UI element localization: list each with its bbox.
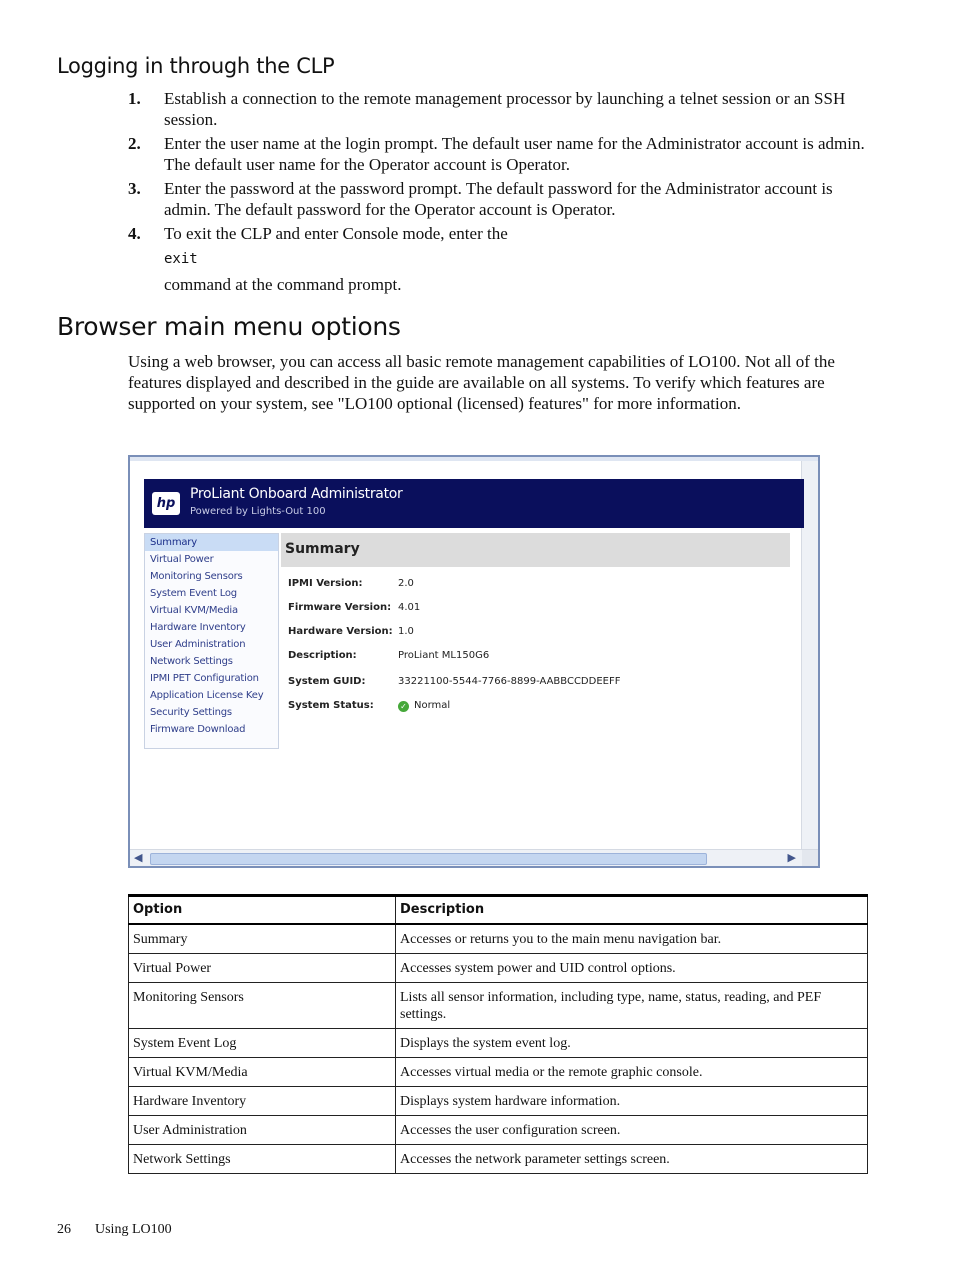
nav-item-monitoring-sensors[interactable]: Monitoring Sensors	[150, 571, 243, 582]
option-cell: Virtual Power	[129, 954, 396, 983]
nav-item-ipmi-pet-configuration[interactable]: IPMI PET Configuration	[150, 673, 259, 684]
horizontal-scrollbar[interactable]	[130, 849, 818, 866]
table-row	[129, 1058, 868, 1087]
step-item	[128, 133, 873, 175]
footer-section-title: Using LO100	[95, 1222, 172, 1237]
step-text: Establish a connection to the remote management processor by launching a telnet session or an SSH session.	[164, 89, 846, 129]
step-number: 4.	[128, 224, 141, 243]
scrollbar-thumb[interactable]	[150, 853, 707, 865]
field-label: Hardware Version:	[288, 626, 393, 637]
page-footer	[57, 1222, 196, 1238]
status-text: Normal	[414, 700, 451, 711]
table-row	[129, 983, 868, 1029]
summary-title: Summary	[285, 541, 360, 557]
table-row	[129, 1116, 868, 1145]
intro-paragraph: Using a web browser, you can access all basic remote management capabilities of LO100. Not all of the features displayed and described in the guide are available on all systems. To verify which features are supported on your system, see "LO100 optional (licensed) features" for more information.	[128, 352, 835, 413]
nav-item-security-settings[interactable]: Security Settings	[150, 707, 232, 718]
step-item	[128, 223, 873, 295]
table-row	[129, 954, 868, 983]
field-label: System Status:	[288, 700, 374, 711]
description-cell: Lists all sensor information, including type, name, status, reading, and PEF settings.	[396, 983, 868, 1029]
scrollbar-corner	[802, 850, 818, 866]
step-item	[128, 88, 873, 130]
step-number: 2.	[128, 134, 141, 153]
nav-item-application-license-key[interactable]: Application License Key	[150, 690, 264, 701]
field-label: System GUID:	[288, 676, 366, 687]
field-label: Description:	[288, 650, 357, 661]
nav-item-hardware-inventory[interactable]: Hardware Inventory	[150, 622, 246, 633]
step-text-after: command at the command prompt.	[164, 275, 402, 294]
app-title: ProLiant Onboard Administrator	[190, 486, 403, 502]
description-cell: Accesses the user configuration screen.	[396, 1116, 868, 1145]
field-value-status	[398, 700, 450, 712]
description-cell: Displays the system event log.	[396, 1029, 868, 1058]
scroll-right-arrow-icon[interactable]: ▶	[787, 851, 796, 864]
description-cell: Accesses or returns you to the main menu navigation bar.	[396, 924, 868, 954]
option-cell: System Event Log	[129, 1029, 396, 1058]
lo100-screenshot	[128, 455, 820, 868]
table-row	[129, 1145, 868, 1174]
nav-item-firmware-download[interactable]: Firmware Download	[150, 724, 246, 735]
step-item	[128, 178, 873, 220]
nav-item-user-administration[interactable]: User Administration	[150, 639, 246, 650]
nav-menu	[144, 533, 279, 749]
table-row	[129, 924, 868, 954]
field-value: 2.0	[398, 578, 414, 589]
field-value: 33221100-5544-7766-8899-AABBCCDDEEFF	[398, 676, 621, 687]
description-cell: Displays system hardware information.	[396, 1087, 868, 1116]
clp-steps-list	[128, 88, 873, 298]
field-label: IPMI Version:	[288, 578, 363, 589]
option-cell: Summary	[129, 924, 396, 954]
step-number: 1.	[128, 89, 141, 108]
step-text: Enter the password at the password prompt. The default password for the Administrator account is admin. The default password for the Operator account is Operator.	[164, 179, 833, 219]
app-subtitle: Powered by Lights-Out 100	[190, 506, 326, 517]
hp-logo-icon: hp	[152, 492, 180, 515]
column-header-description: Description	[396, 896, 868, 925]
table-header-row	[129, 896, 868, 925]
table-row	[129, 1029, 868, 1058]
summary-header	[281, 533, 790, 567]
section-heading-clp: Logging in through the CLP	[57, 54, 335, 78]
field-value: 1.0	[398, 626, 414, 637]
page-number: 26	[57, 1222, 71, 1237]
nav-item-network-settings[interactable]: Network Settings	[150, 656, 233, 667]
status-ok-icon: ✓	[398, 701, 409, 712]
option-cell: User Administration	[129, 1116, 396, 1145]
field-value: 4.01	[398, 602, 421, 613]
menu-options-table	[128, 894, 868, 1174]
option-cell: Virtual KVM/Media	[129, 1058, 396, 1087]
option-cell: Network Settings	[129, 1145, 396, 1174]
command-code: exit	[164, 251, 198, 267]
section-heading-browser: Browser main menu options	[57, 312, 401, 341]
nav-item-system-event-log[interactable]: System Event Log	[150, 588, 237, 599]
field-value: ProLiant ML150G6	[398, 650, 490, 661]
scroll-left-arrow-icon[interactable]: ◀	[134, 851, 143, 864]
option-cell: Hardware Inventory	[129, 1087, 396, 1116]
description-cell: Accesses virtual media or the remote graphic console.	[396, 1058, 868, 1087]
table-row	[129, 1087, 868, 1116]
description-cell: Accesses system power and UID control options.	[396, 954, 868, 983]
column-header-option: Option	[129, 896, 396, 925]
nav-item-virtual-kvm-media[interactable]: Virtual KVM/Media	[150, 605, 238, 616]
step-text: Enter the user name at the login prompt. The default user name for the Administrator account is admin. The default user name for the Operator account is Operator.	[164, 134, 865, 174]
step-number: 3.	[128, 179, 141, 198]
window-top-edge	[130, 457, 818, 461]
field-label: Firmware Version:	[288, 602, 392, 613]
nav-item-virtual-power[interactable]: Virtual Power	[150, 554, 214, 565]
app-banner	[144, 479, 804, 528]
step-text: To exit the CLP and enter Console mode, enter the	[164, 224, 508, 243]
option-cell: Monitoring Sensors	[129, 983, 396, 1029]
nav-item-summary[interactable]: Summary	[145, 534, 278, 551]
description-cell: Accesses the network parameter settings screen.	[396, 1145, 868, 1174]
